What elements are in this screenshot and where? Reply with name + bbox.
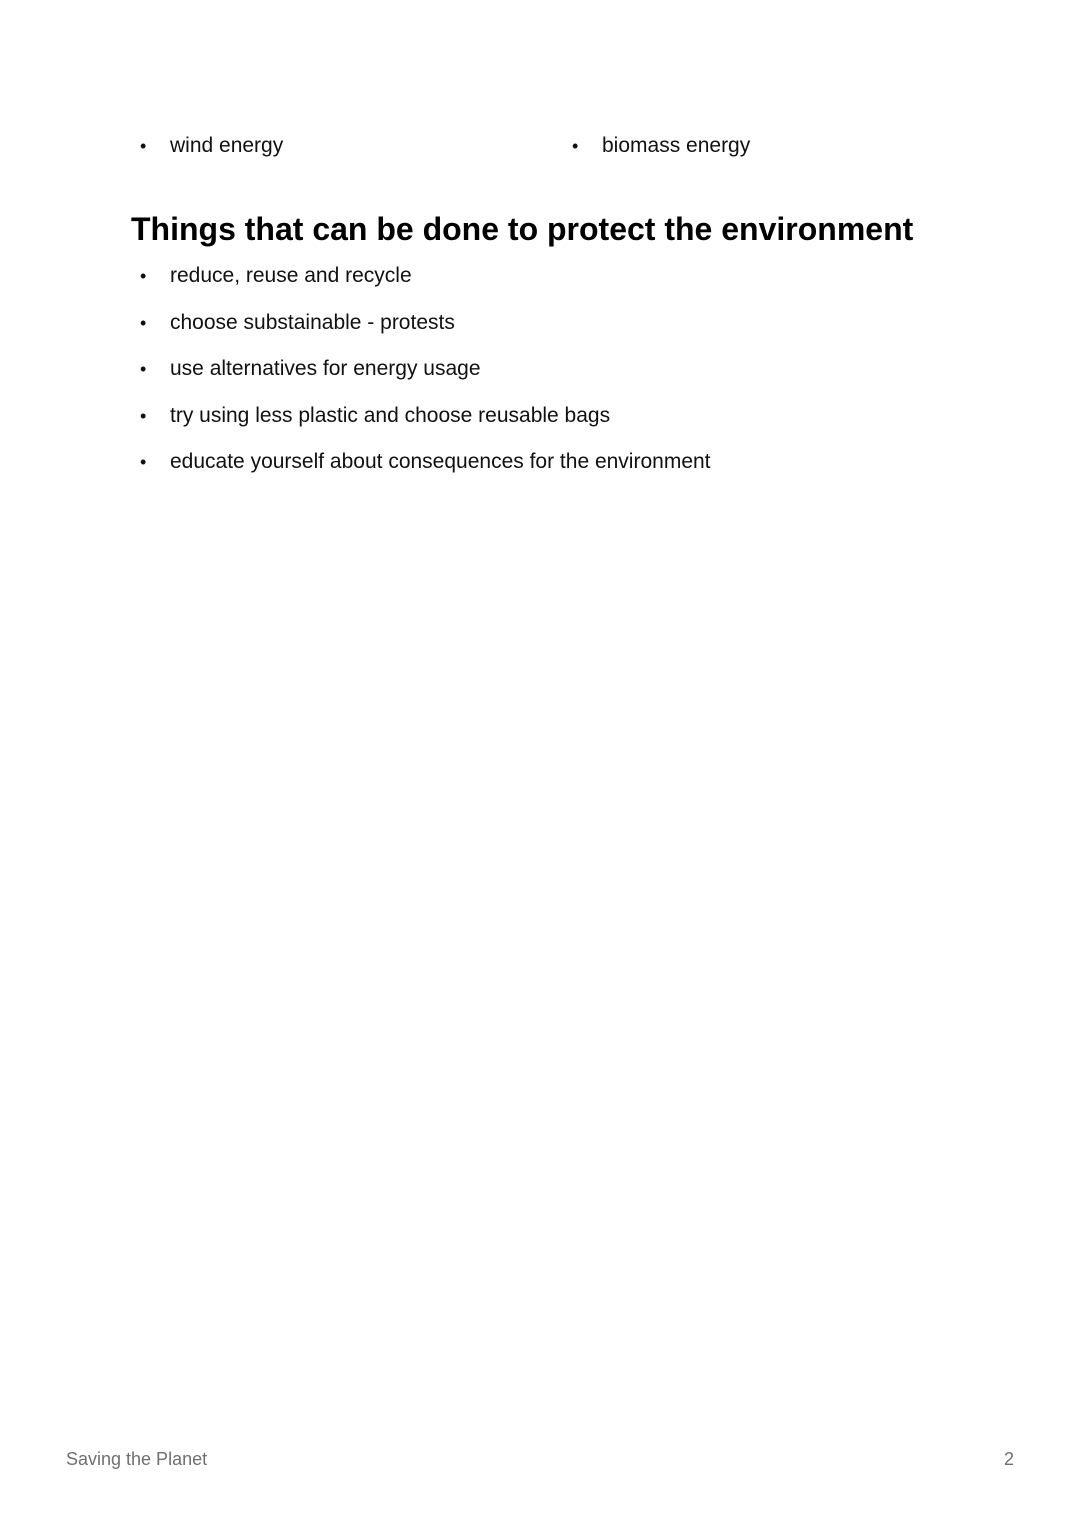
list-item-text: try using less plastic and choose reusable bags bbox=[170, 403, 611, 427]
bullet-icon: • bbox=[140, 359, 147, 379]
list-item bbox=[140, 258, 711, 294]
list-item bbox=[140, 351, 711, 387]
footer-page-number: 2 bbox=[1004, 1449, 1015, 1469]
list-item bbox=[572, 128, 750, 164]
list-item-text: biomass energy bbox=[602, 134, 751, 157]
bullet-icon: • bbox=[140, 266, 147, 286]
footer-document-title: Saving the Planet bbox=[66, 1449, 208, 1469]
protect-list bbox=[140, 258, 711, 491]
list-item bbox=[140, 398, 711, 434]
bullet-icon: • bbox=[572, 136, 579, 156]
list-item-text: use alternatives for energy usage bbox=[170, 357, 481, 380]
list-item bbox=[140, 444, 711, 480]
bullet-icon: • bbox=[140, 312, 147, 333]
section-heading: Things that can be done to protect the environment bbox=[131, 211, 914, 247]
list-item-text: reduce, reuse and recycle bbox=[170, 264, 412, 287]
list-item-text: wind energy bbox=[170, 134, 284, 157]
energy-list bbox=[0, 128, 1080, 168]
list-item bbox=[140, 305, 711, 341]
list-item bbox=[140, 128, 283, 164]
list-item-text: educate yourself about consequences for the environment bbox=[170, 450, 711, 473]
bullet-icon: • bbox=[140, 136, 147, 156]
bullet-icon: • bbox=[140, 452, 147, 472]
bullet-icon: • bbox=[140, 405, 147, 426]
list-item-text: choose substainable - protests bbox=[170, 310, 455, 334]
